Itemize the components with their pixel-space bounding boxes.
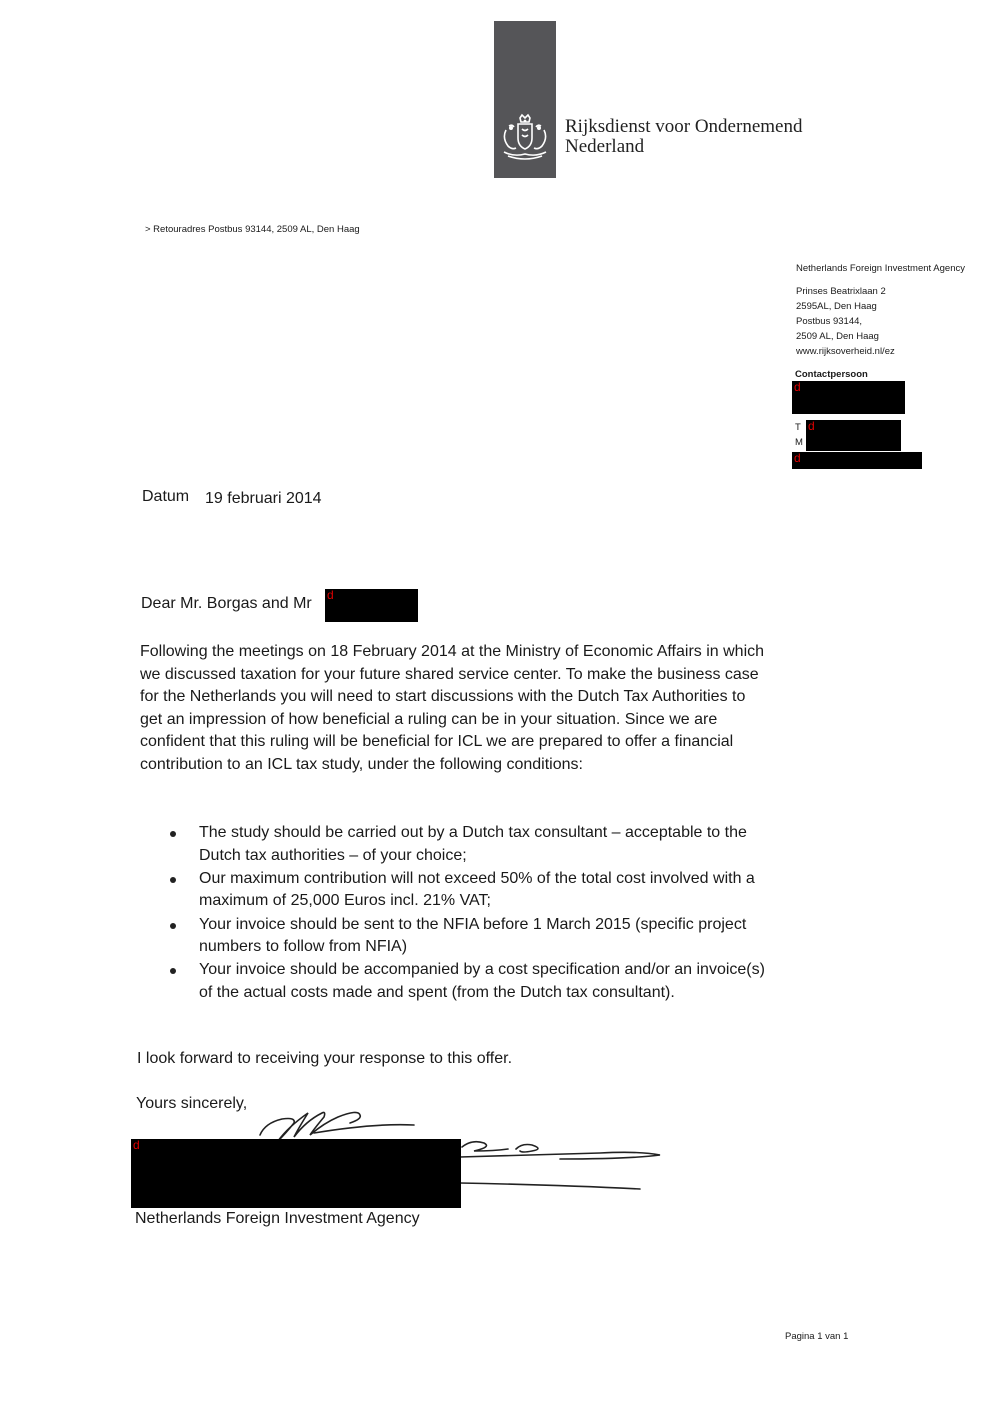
sidebar-agency: Netherlands Foreign Investment Agency [796, 263, 965, 274]
redaction-mark: d [327, 588, 334, 602]
redaction-block [792, 452, 922, 469]
bullet-icon [170, 923, 176, 929]
condition-text: Our maximum contribution will not exceed 50% of the total cost involved with a maximum of 25,000 Euros incl. 21% VAT; [199, 869, 755, 910]
list-item [168, 914, 768, 959]
dutch-coat-of-arms-icon [498, 112, 552, 164]
sidebar-address-line: 2595AL, Den Haag [796, 301, 877, 312]
redaction-mark: d [133, 1138, 140, 1152]
redaction-block [131, 1139, 461, 1208]
redaction-block [325, 589, 418, 622]
conditions-list [168, 822, 768, 1005]
redaction-block [792, 381, 905, 414]
closing-line: I look forward to receiving your response to this offer. [137, 1050, 513, 1067]
bullet-icon [170, 968, 176, 974]
org-name-line1: Rijksdienst voor Ondernemend [565, 116, 803, 137]
condition-text: Your invoice should be sent to the NFIA before 1 March 2015 (specific project numbers to follow from NFIA) [199, 915, 747, 956]
body-paragraph: Following the meetings on 18 February 2014 at the Ministry of Economic Affairs in which we discussed taxation for your future shared service center. To make the business case for the Netherlands you will need to start discussions with the Dutch Tax Authorities to get an impression of how beneficial a ruling can be in your situation. Since we are confident that this ruling will be beneficial for ICL we are prepared to offer a financial contribution to an ICL tax study, under the following conditions: [140, 643, 765, 773]
signer-organization: Netherlands Foreign Investment Agency [135, 1210, 420, 1227]
condition-text: Your invoice should be accompanied by a cost specification and/or an invoice(s) of the actual costs made and spent (from the Dutch tax consultant). [199, 961, 765, 1001]
sidebar-address-line: 2509 AL, Den Haag [796, 331, 879, 342]
list-item [168, 959, 768, 1004]
bullet-icon [170, 831, 176, 837]
return-address: > Retouradres Postbus 93144, 2509 AL, Den Haag [145, 224, 360, 235]
list-item [168, 822, 768, 867]
date-value: 19 februari 2014 [205, 490, 322, 507]
redaction-mark: d [794, 380, 801, 394]
redaction-mark: d [794, 451, 801, 465]
date-label: Datum [142, 488, 190, 505]
sidebar-address-line: Prinses Beatrixlaan 2 [796, 286, 886, 297]
sidebar-website: www.rijksoverheid.nl/ez [796, 346, 895, 357]
page-number: Pagina 1 van 1 [785, 1331, 849, 1342]
sign-off: Yours sincerely, [136, 1095, 248, 1112]
org-name-line2: Nederland [565, 136, 645, 157]
sidebar-address-line: Postbus 93144, [796, 316, 863, 327]
condition-text: The study should be carried out by a Dutch tax consultant – acceptable to the Dutch tax authorities – of your choice; [199, 824, 747, 864]
mobile-label: M [795, 437, 803, 448]
list-item [168, 868, 768, 913]
redaction-block [806, 420, 901, 451]
bullet-icon [170, 877, 176, 883]
contact-label: Contactpersoon [795, 369, 868, 380]
salutation: Dear Mr. Borgas and Mr [141, 595, 312, 612]
redaction-mark: d [808, 419, 815, 433]
phone-label: T [795, 422, 801, 433]
